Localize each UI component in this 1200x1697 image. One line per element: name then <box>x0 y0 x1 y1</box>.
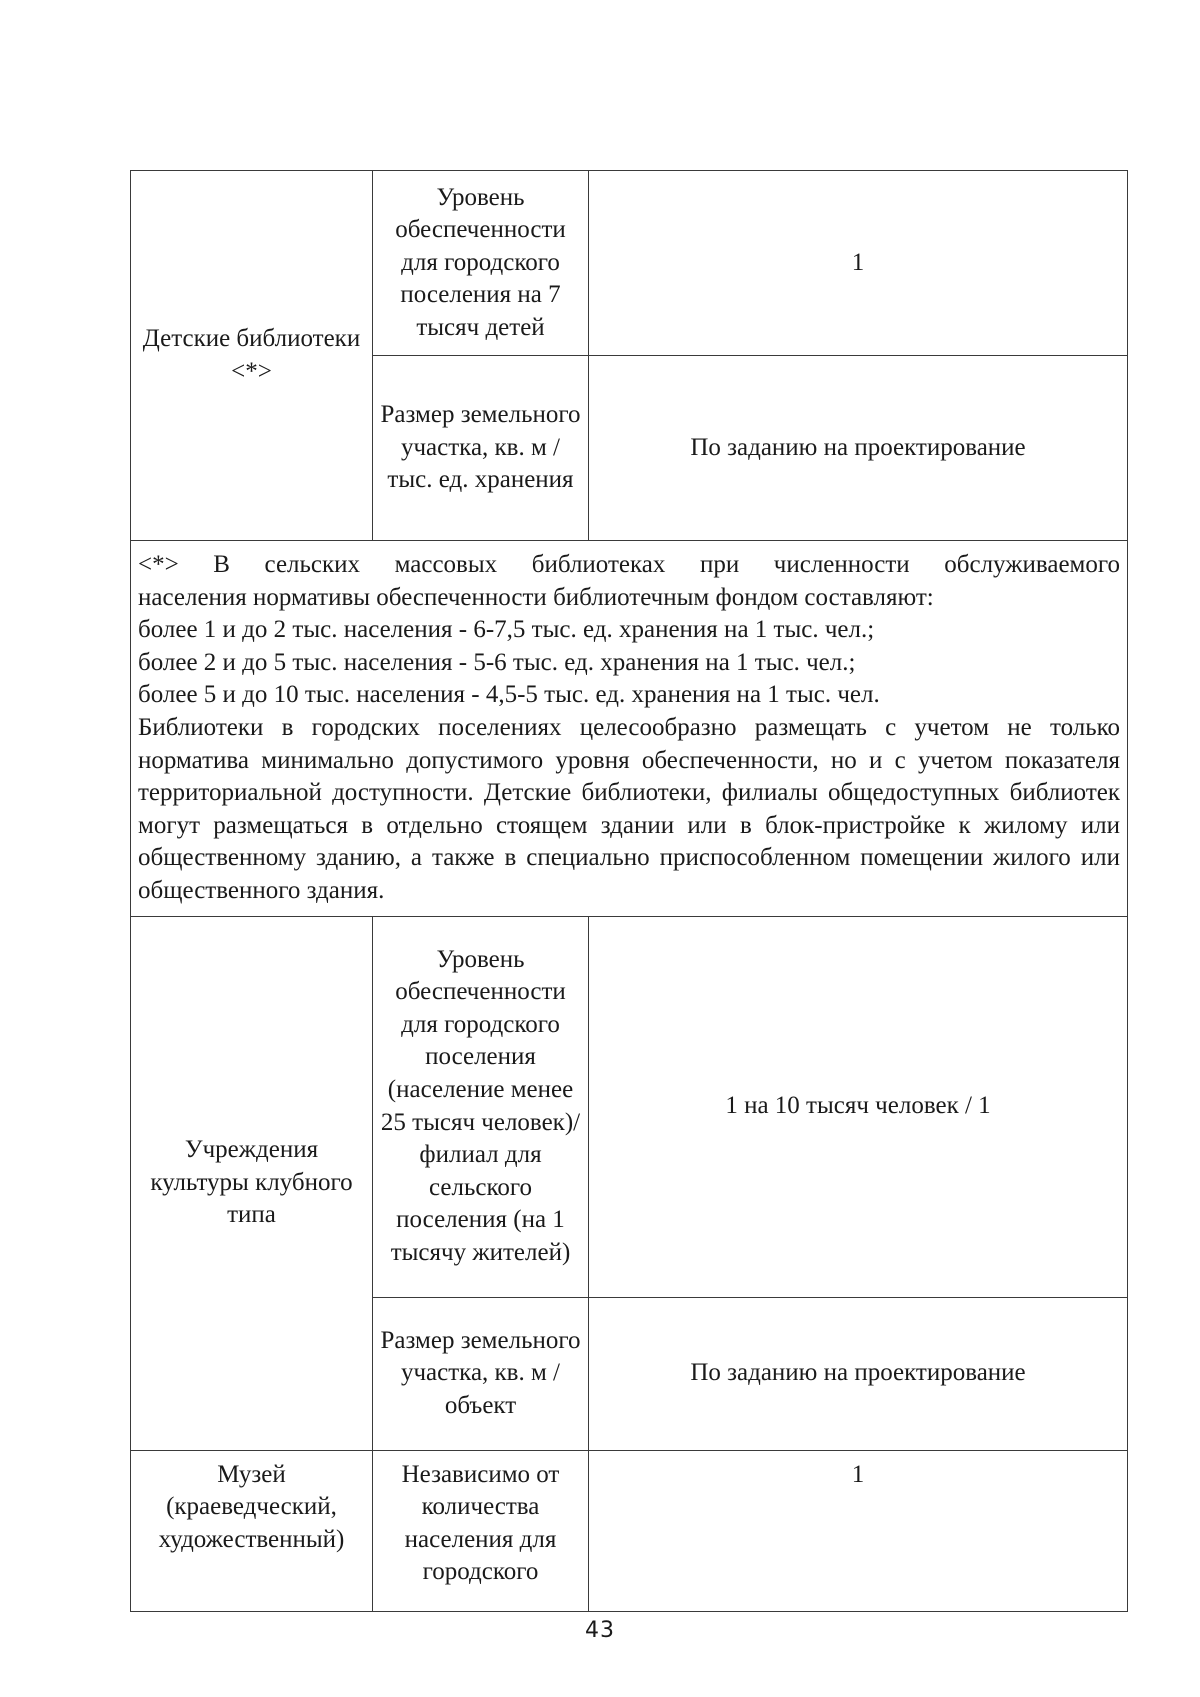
indicator-cell-level: Уровень обеспеченности для городского поселения (население менее 25 тысяч человек)/ филиал для сельского поселения (на 1 тысячу жителей) <box>373 916 589 1297</box>
facility-cell-club-culture: Учреждения культуры клубного типа <box>131 916 373 1450</box>
table-row <box>131 916 1128 1297</box>
indicator-cell-museum: Независимо от количества населения для городского <box>373 1450 589 1611</box>
indicator-cell-land: Размер земельного участка, кв. м / объект <box>373 1297 589 1450</box>
value-cell-level: 1 <box>589 171 1128 356</box>
footnote-line: более 5 и до 10 тыс. населения - 4,5-5 тыс. ед. хранения на 1 тыс. чел. <box>138 681 880 709</box>
page-number: 43 <box>585 1618 615 1643</box>
footnote-line: более 2 и до 5 тыс. населения - 5-6 тыс. ед. хранения на 1 тыс. чел.; <box>138 648 856 676</box>
footnote-line: <*> В сельских массовых библиотеках при численности обслуживаемого <box>138 551 1120 578</box>
facility-cell-children-libraries: Детские библиотеки <*> <box>131 171 373 541</box>
value-cell-museum: 1 <box>589 1450 1128 1611</box>
value-cell-land: По заданию на проектирование <box>589 356 1128 541</box>
footnote-line: населения нормативы обеспеченности библиотечным фондом составляют: <box>138 583 934 611</box>
value-cell-land: По заданию на проектирование <box>589 1297 1128 1450</box>
indicator-cell-level: Уровень обеспеченности для городского поселения на 7 тысяч детей <box>373 171 589 356</box>
indicator-cell-land: Размер земельного участка, кв. м / тыс. ед. хранения <box>373 356 589 541</box>
footnote-line: более 1 и до 2 тыс. населения - 6-7,5 тыс. ед. хранения на 1 тыс. чел.; <box>138 616 875 644</box>
footnote-cell <box>131 541 1128 917</box>
table-row <box>131 1450 1128 1611</box>
value-cell-level: 1 на 10 тысяч человек / 1 <box>589 916 1128 1297</box>
footnote-paragraph: Библиотеки в городских поселениях целесообразно размещать с учетом не только норматива минимально допустимого уровня обеспеченности, но и с учетом показателя территориальной доступности. Детские библиотеки, филиалы общедоступных библиотек могут размещаться в отдельно стоящем здании или в блок-пристройке к жилому или общественному зданию, а также в специально приспособленном помещении жилого или общественного здания. <box>138 713 1120 904</box>
norms-table <box>130 170 1128 1612</box>
facility-cell-museum: Музей (краеведческий, художественный) <box>131 1450 373 1611</box>
footnote-row <box>131 541 1128 917</box>
table-row <box>131 171 1128 356</box>
